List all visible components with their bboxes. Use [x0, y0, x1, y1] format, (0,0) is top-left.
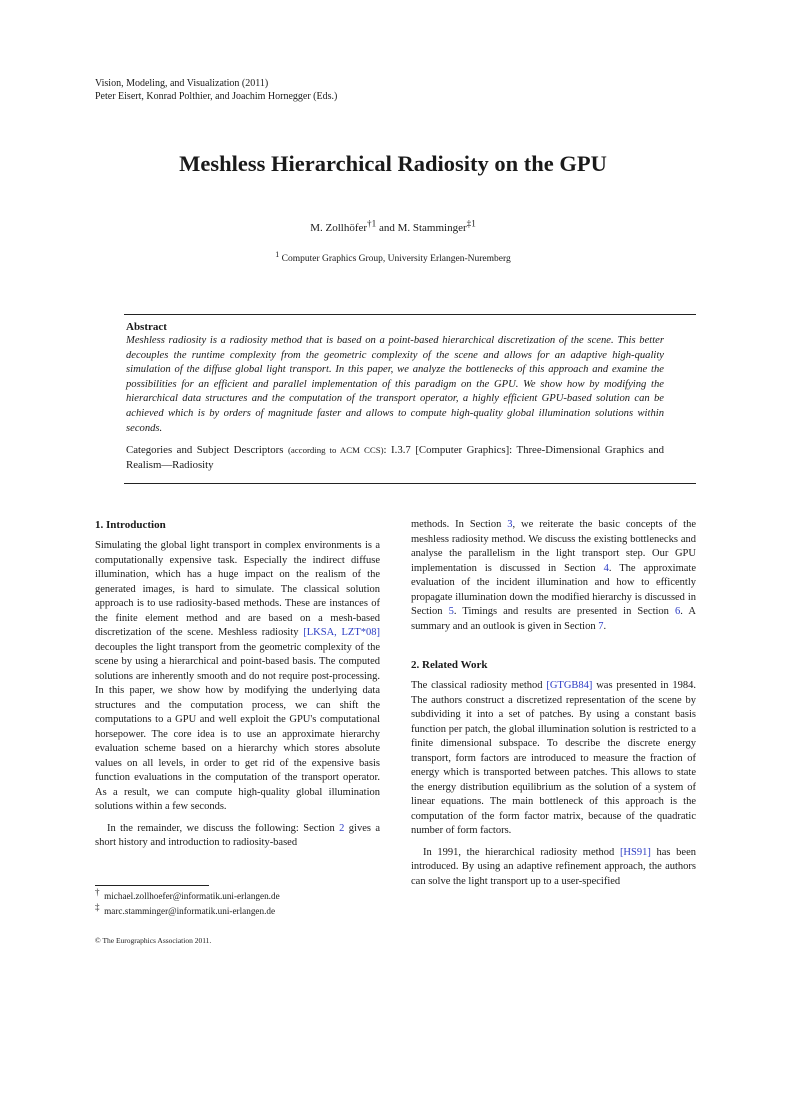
right-p1-text-c: . The approximate evaluation of the incident illumination and how to efficently propagate illumination down the modified hierarchy is discussed in Section — [411, 562, 696, 617]
abstract-heading: Abstract — [126, 321, 167, 333]
editors-line: Peter Eisert, Konrad Polthier, and Joachim Hornegger (Eds.) — [95, 91, 338, 102]
affiliation-mark: 1 — [275, 249, 280, 259]
author-list — [0, 218, 786, 234]
section-related-work-heading: 2. Related Work — [411, 659, 488, 671]
footnote-2-mark: ‡ — [95, 901, 100, 912]
footnote-1 — [95, 886, 280, 902]
right-p1-text-a: methods. In Section — [411, 519, 508, 530]
section-link-2[interactable]: 2 — [339, 822, 345, 834]
paper-title: Meshless Hierarchical Radiosity on the GPU — [179, 151, 607, 176]
author-1: M. Zollhöfer — [310, 222, 368, 234]
section-link-6[interactable]: 6 — [675, 606, 681, 617]
section-link-7[interactable]: 7 — [598, 620, 604, 632]
rel-p2-text-a: In 1991, the hierarchical radiosity method — [423, 846, 620, 858]
venue-line: Vision, Modeling, and Visualization (2011) — [95, 78, 269, 89]
abstract-bottom-rule — [124, 483, 696, 484]
copyright-notice: © The Eurographics Association 2011. — [95, 936, 212, 945]
author-2-mark: ‡1 — [466, 218, 476, 229]
author-2: M. Stamminger — [397, 222, 467, 234]
footnote-2 — [95, 901, 276, 917]
right-p1-text-e: . A summary and an outlook is given in Section — [411, 606, 696, 632]
ccs-descriptors — [126, 443, 664, 472]
author-and: and — [376, 222, 398, 234]
footnote-1-email: michael.zollhoefer@informatik.uni-erlangen.de — [104, 891, 280, 901]
intro-paragraph-1 — [95, 539, 380, 815]
intro-paragraph-2 — [95, 822, 380, 851]
footnote-1-mark: † — [95, 886, 100, 897]
ccs-note: (according to ACM CCS) — [287, 445, 384, 456]
ccs-label: Categories and Subject Descriptors — [126, 444, 288, 457]
intro-p1-text-b: decouples the light transport from the geometric complexity of the scene by using a hierarchical and point-based basis. The computed solutions are inherently smooth and do not require post-processing. In this paper, we show how by modifying the underlying data structures and the computation process, we can shift the computations to a GPU and well exploit the GPU's computational horsepower. The core idea is to use an approximate hierarchy evaluation scheme based on a hierarchy which stores absolute values on all levels, in order to get rid of the expensive basis function evaluations in the computation of the transport operator. As a result, we can compute high-quality global illumination solutions within a few seconds. — [95, 641, 380, 812]
ccs-value: : I.3.7 [Computer Graphics]: Three-Dimensional Graphics and Realism—Radiosity — [126, 444, 664, 471]
intro-p2-text-b: gives a short history and introduction to radiosity-based — [95, 822, 380, 848]
intro-paragraph-3 — [411, 518, 696, 634]
section-introduction-heading: 1. Introduction — [95, 519, 166, 531]
related-paragraph-1 — [411, 679, 696, 839]
affiliation-text: Computer Graphics Group, University Erlangen-Nuremberg — [279, 254, 511, 264]
section-link-5[interactable]: 5 — [448, 606, 454, 617]
citation-gtgb84[interactable]: [GTGB84] — [546, 680, 593, 691]
rel-p2-text-b: has been introduced. By using an adaptive refinement approach, the authors can solve the light transport up to a user-specified — [411, 846, 696, 887]
section-link-4[interactable]: 4 — [603, 562, 609, 574]
affiliation — [0, 249, 786, 264]
citation-lksa-lzt08[interactable]: [LKSA, LZT*08] — [303, 627, 381, 638]
right-p1-text-b: , we reiterate the basic concepts of the meshless radiosity method. We discuss the existing bottlenecks and analyse the parallelism in the light transport step. Our GPU implementation is discussed in Section — [411, 519, 696, 574]
intro-p1-text-a: Simulating the global light transport in complex environments is a computationally expensive task. Especially the indirect diffuse illumination, which has a huge impact on the realism of the generated images, is hard to simulate. The classical solution approach is to use radiosity-based methods. These are instances of the finite element method and are based on a mesh-based discretization of the scene. Meshless radiosity — [95, 540, 380, 638]
right-column — [411, 518, 696, 889]
related-paragraph-2 — [411, 846, 696, 890]
right-p1-text-f: . — [603, 620, 607, 632]
left-column — [95, 518, 380, 851]
intro-p2-text-a: In the remainder, we discuss the following: Section — [107, 822, 340, 834]
author-1-mark: †1 — [367, 218, 377, 229]
citation-hs91[interactable]: [HS91] — [619, 846, 651, 858]
abstract-block — [126, 320, 664, 472]
rel-p1-text-b: was presented in 1984. The authors construct a discretized representation of the scene by subdividing it into a set of patches. By using a constant basis function per patch, the global illumination solution is restricted to a finite dimensional subspace. To describe the discrete energy transport, form factors are introduced to measure the fraction of energy which is transported between patches. This allows to state the energy distribution equilibrium as the solution of a system of linear equations. The main bottleneck of this approach is the computation of the form factor matrix, because of the quadratic number of form factors. — [411, 680, 696, 836]
section-link-3[interactable]: 3 — [507, 519, 513, 530]
rel-p1-text-a: The classical radiosity method — [411, 680, 547, 691]
abstract-text: Meshless radiosity is a radiosity method that is based on a point-based hierarchical discretization of the scene. This better decouples the runtime complexity from the geometric complexity of the scene and allows for an adaptive high-quality simulation of the diffuse global light transport. In this paper, we analyze the bottlenecks of this approach and examine the possibilities for an efficient and parallel implementation of this paradigm on the GPU. We show how by modifying the hierarchical data structures and the computation of the transport operator, a highly efficient GPU-based solution can be achieved which is by orders of magnitude faster and allows to compute high-quality global illumination solutions within seconds. — [126, 335, 664, 434]
footnote-rule — [95, 885, 209, 886]
abstract-top-rule — [124, 314, 696, 315]
right-p1-text-d: . Timings and results are presented in Section — [453, 606, 676, 617]
footnote-2-email: marc.stamminger@informatik.uni-erlangen.de — [104, 906, 276, 916]
